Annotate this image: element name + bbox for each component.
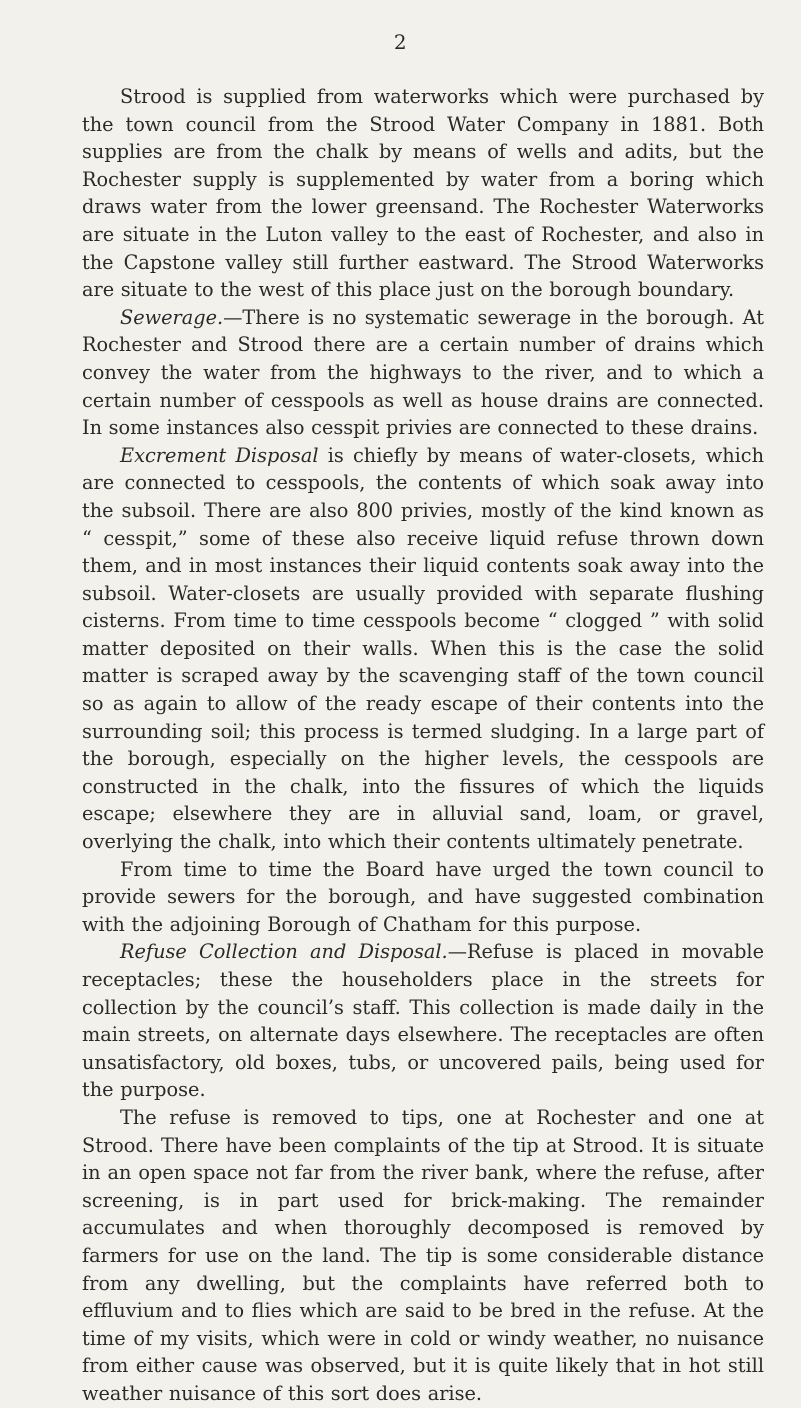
section-heading-excrement-disposal: Excrement Disposal xyxy=(120,443,319,467)
paragraph-water-supply xyxy=(82,83,764,304)
section-heading-refuse-collection: Refuse Collection and Disposal. xyxy=(120,940,448,964)
body-text xyxy=(82,83,764,1408)
paragraph-text: Strood is supplied from waterworks which were purchased by the town council from the Strood Water Company in 1881. Both supplies are from the chalk by means of wells and adits, but the Rochester supply is supplemented by water from a boring which draws water from the lower greensand. The Rochester Waterworks are situate in the Luton valley to the east of Rochester, and also in the Capstone valley still further eastward. The Strood Waterworks are situate to the west of this place just on the borough boundary. xyxy=(82,85,764,302)
paragraph-excrement-disposal xyxy=(82,442,764,856)
paragraph-text: —Refuse is placed in movable receptacles; these the householders place in the streets for collection by the council’s staff. This collection is made daily in the main streets, on alternate days elsewhere. The receptacles are often unsatisfactory, old boxes, tubs, or uncovered pails, being used for the purpose. xyxy=(82,940,764,1102)
paragraph-refuse-tips xyxy=(82,1104,764,1408)
paragraph-sewers-urged xyxy=(82,856,764,939)
paragraph-sewerage xyxy=(82,304,764,442)
paragraph-text: —There is no systematic sewerage in the borough. At Rochester and Strood there are a certain number of drains which convey the water from the highways to the river, and to which a certain number of cesspools as well as house drains are connected. In some instances also cesspit privies are connected to these drains. xyxy=(82,305,764,440)
paragraph-refuse-collection xyxy=(82,938,764,1104)
page-number: 2 xyxy=(393,30,408,54)
section-heading-sewerage: Sewerage. xyxy=(120,305,224,329)
paragraph-text: is chiefly by means of water-closets, which are connected to cesspools, the contents of which soak away into the subsoil. There are also 800 privies, mostly of the kind known as “ cesspit,” some of these also receive liquid refuse thrown down them, and in most instances their liquid contents soak away into the subsoil. Water-closets are usually provided with separate flushing cisterns. From time to time cesspools become “ clogged ” with solid matter deposited on their walls. When this is the case the solid matter is scraped away by the scavenging staff of the town council so as again to allow of the ready escape of their contents into the surrounding soil; this process is termed sludging. In a large part of the borough, especially on the higher levels, the cesspools are constructed in the chalk, into the fissures of which the liquids escape; elsewhere they are in alluvial sand, loam, or gravel, overlying the chalk, into which their contents ultimately penetrate. xyxy=(82,443,764,854)
paragraph-text: From time to time the Board have urged the town council to provide sewers for the borough, and have suggested combination with the adjoining Borough of Chatham for this purpose. xyxy=(82,857,764,936)
paragraph-text: The refuse is removed to tips, one at Rochester and one at Strood. There have been complaints of the tip at Strood. It is situate in an open space not far from the river bank, where the refuse, after screening, is in part used for brick-making. The remainder accumulates and when thoroughly decomposed is removed by farmers for use on the land. The tip is some considerable distance from any dwelling, but the complaints have referred both to effluvium and to flies which are said to be bred in the refuse. At the time of my visits, which were in cold or windy weather, no nuisance from either cause was observed, but it is quite likely that in hot still weather nuisance of this sort does arise. xyxy=(82,1105,764,1405)
